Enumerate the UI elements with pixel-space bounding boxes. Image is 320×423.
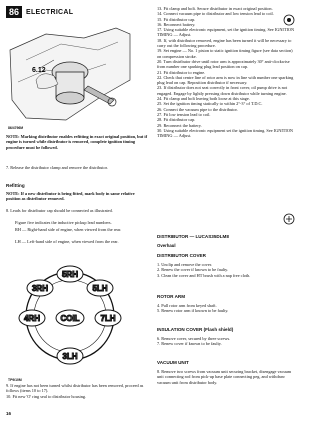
section-number-badge: 86 <box>6 6 22 18</box>
rotor-arm-steps <box>157 303 295 314</box>
vacuum-step-8: 8. Remove two screws from vacuum unit securing bracket, disengage vacuum unit connecting rod from pick-up base plate connecting peg, and withdraw vacuum unit from distributor body. <box>157 369 292 385</box>
step-21: 21. Fit distributor to engine. <box>157 69 206 75</box>
distributor-cover-steps <box>157 262 295 278</box>
step-8-rh: RH — Right-hand side of engine, when viewed from the rear. <box>15 227 122 232</box>
step-7: 7. Release the distributor clamp and remove the distributor. <box>6 165 108 170</box>
distributor-removal-figure <box>6 20 134 128</box>
distributor-cap-lead-diagram <box>6 252 140 380</box>
rotor-step-4: 4. Pull rotor arm from keyed shaft. <box>157 303 217 308</box>
page-header <box>6 5 73 19</box>
lead-3rh-label: 3RH <box>31 284 49 293</box>
step-14: 14. Connect vacuum pipe to distributor and low tension lead to coil. <box>157 11 274 17</box>
refitting-heading: Refitting <box>6 183 25 188</box>
step-29: 29. Reconnect the battery. <box>157 122 202 128</box>
distributor-lucas-heading: DISTRIBUTOR — LUCAS35DLM8 <box>157 234 229 239</box>
tool-reference-icon-2 <box>283 213 295 225</box>
note-marking-distributor: NOTE: Marking distributor enables refitting in exact original position, but if engine is turned while distributor is removed, complete ignition timing procedure must be followed. <box>6 134 148 150</box>
step-20: 20. Turn distributor drive until rotor arm is approximately 30° anti-clockwise from number one sparking plug lead position on cap. <box>157 58 290 70</box>
cover-step-2: 2. Renew the cover if known to be faulty. <box>157 267 229 273</box>
left-overflow-guard <box>6 0 7 1</box>
lead-5rh-label: 5RH <box>61 270 79 279</box>
vacuum-unit-steps <box>157 369 295 385</box>
step-17: 17. Using suitable electronic equipment, set the ignition timing. See IGNITION TIMING — Adjust. <box>157 27 295 38</box>
step-16: 16. Reconnect battery. <box>157 21 196 27</box>
step-13: 13. Fit clamp and bolt. Secure distributor in exact original position. <box>157 6 273 11</box>
steps-13-to-30 <box>157 6 295 138</box>
figure1-label: 6.12 <box>32 67 46 74</box>
insulation-cover-heading: INSULATION COVER (Flash shield) <box>157 327 234 332</box>
distributor-cover-heading: DISTRIBUTOR COVER <box>157 253 206 258</box>
overhaul-heading: Overhaul <box>157 243 176 248</box>
step-8: 8. Leads for distributor cap should be connected as illustrated. <box>6 208 113 213</box>
rotor-arm-heading: ROTOR ARM <box>157 294 186 299</box>
section-title: ELECTRICAL <box>26 8 74 16</box>
step-28: 28. Fit distributor cap. <box>157 117 196 123</box>
lead-5lh-label: 5LH <box>92 284 108 293</box>
lead-7lh-label: 7LH <box>100 314 116 323</box>
lead-3lh-label: 3LH <box>62 352 78 361</box>
note-new-distributor: NOTE: If a new distributor is being fitted, mark body in same relative position as distributor removed. <box>6 191 135 202</box>
flash-step-7: 7. Renew cover if known to be faulty. <box>157 341 222 347</box>
step-18: 18. If, with distributor removed, engine has been turned it will be necessary to carry out the following procedure. <box>157 37 292 49</box>
step-8-lh: LH — Left-hand side of engine, when viewed from the rear. <box>15 239 119 244</box>
lead-coil-label: COIL <box>60 314 80 323</box>
figure2-code: TP9/10M <box>8 378 22 382</box>
step-30: 30. Using suitable electronic equipment set the ignition timing. See IGNITION TIMING — Adjust. <box>157 127 294 139</box>
figure1-code: 86/4796M <box>8 126 24 130</box>
step-11 <box>6 0 7 1</box>
rotor-step-5: 5. Renew rotor arm if known to be faulty. <box>157 308 229 314</box>
step-10: 10. Fit new 'O' ring seal to distributor housing. <box>6 394 87 399</box>
step-19: 19. Set engine — No. 1 piston to static ignition timing figure (see data section) on compression stroke. <box>157 48 293 59</box>
step-24: 24. Fit clamp and bolt leaving both loose at this stage. <box>157 96 250 102</box>
step-23: 23. If distributor does not seat correctly in front cover, oil pump drive is not engaged. Engage by lightly pressing down distributor while turning engine. <box>157 85 288 96</box>
vacuum-unit-heading: VACUUM UNIT <box>157 360 189 365</box>
flash-step-6: 6. Remove cover, secured by three screws. <box>157 336 231 341</box>
cover-step-3: 3. Clean the cover and HT brush with a nap free cloth. <box>157 272 251 278</box>
page-number: 16 <box>6 411 12 416</box>
step-26: 26. Connect the vacuum pipe to the distributor. <box>157 106 238 112</box>
tool-reference-icon <box>283 14 295 26</box>
step-22: 22. Check that centre line of rotor arm is now in line with number one sparking plug lead on cap. Reposition distributor if necessary. <box>157 74 294 86</box>
step-15: 15. Fit distributor cap. <box>157 16 196 22</box>
step-25: 25. Set the ignition timing statically to within 2°-3° of T.D.C. <box>157 101 263 107</box>
cover-step-1: 1. Unclip and remove the cover. <box>157 262 213 267</box>
insulation-cover-steps <box>157 336 295 347</box>
step-8-figure-note: Figure five indicates the inductive pickup lead numbers. <box>15 220 112 225</box>
step-27: 27. Fit low tension lead to coil. <box>157 111 211 117</box>
step-9: 9. If engine has not been turned whilst distributor has been removed, proceed as follows (items 10 to 17). <box>6 383 144 394</box>
lead-4rh-label: 4RH <box>23 314 41 323</box>
